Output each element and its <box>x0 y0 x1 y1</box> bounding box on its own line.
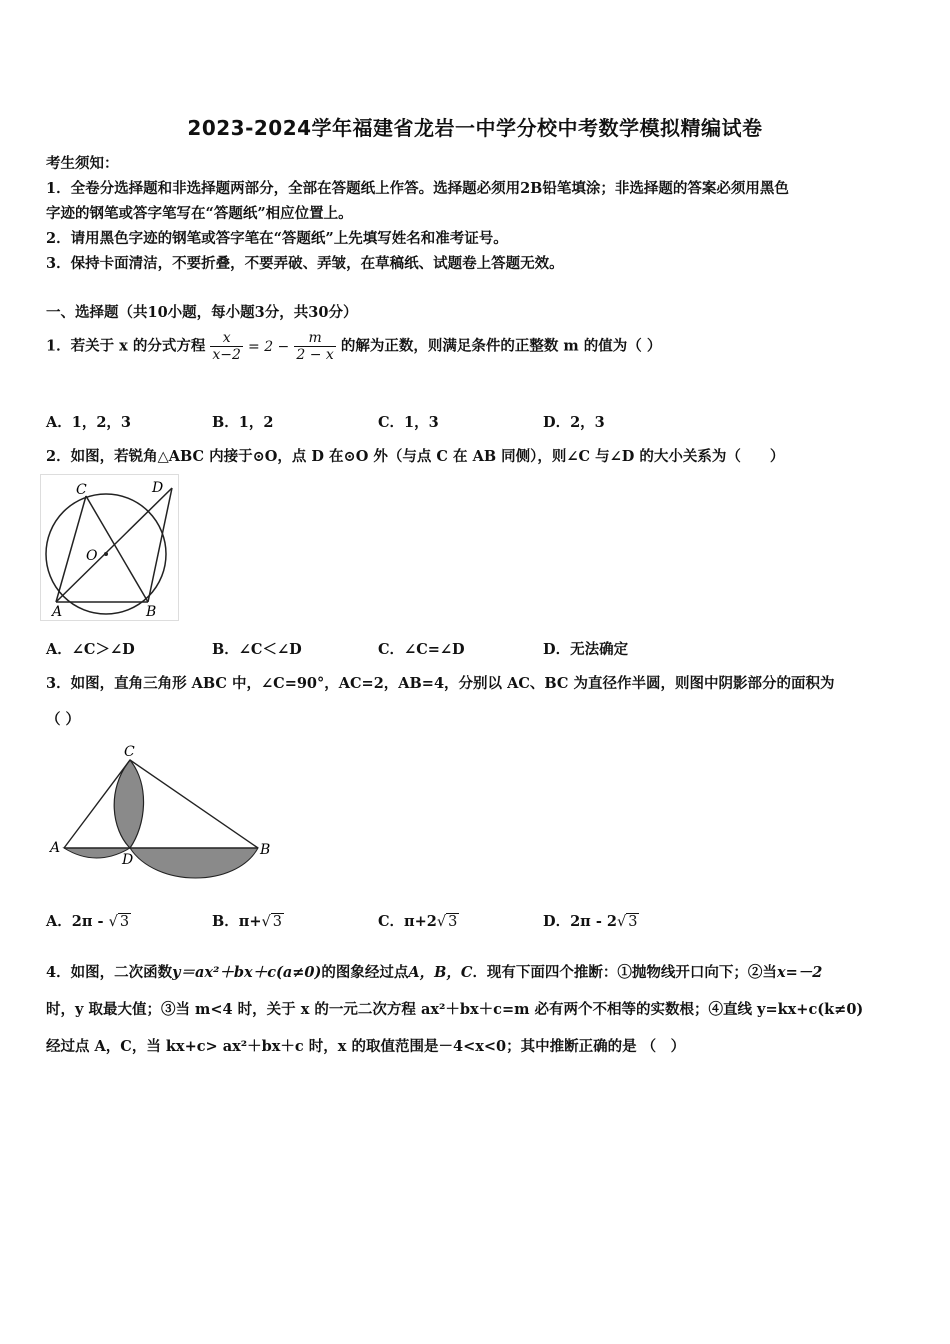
q1-option-d[interactable]: D．2，3 <box>543 414 605 431</box>
q2-option-a[interactable]: A．∠C＞∠D <box>46 641 135 658</box>
question-4: 4．如图，二次函数y＝ax²＋bx＋c(a≠0)的图象经过点A，B，C．现有下面四个推断：①抛物线开口向下；②当x=－2 <box>46 964 823 981</box>
segment-bd <box>148 488 172 602</box>
label-d: D <box>152 480 164 496</box>
question-1 <box>46 330 661 363</box>
q1-fraction-2: $\frac{m}{2 - x}$ <box>296 330 334 363</box>
notice-heading: 考生须知： <box>46 155 119 172</box>
q3-option-b[interactable]: B．π+√ 3 <box>212 913 283 930</box>
q4-condition: x=－2 <box>776 964 823 981</box>
q3-option-c[interactable]: C．π+2√ 3 <box>378 913 458 930</box>
question-3: 3．如图，直角三角形 ABC 中，∠C=90°，AC=2，AB=4，分别以 AC、BC 为直径作半圆，则图中阴影部分的面积为 <box>46 675 835 692</box>
notice-item-1: 1．全卷分选择题和非选择题两部分，全部在答题纸上作答。选择题必须用2B铅笔填涂；非选择题的答案必须用黑色 <box>46 180 789 197</box>
segment-cb <box>130 760 258 848</box>
q2-option-c[interactable]: C．∠C=∠D <box>378 641 465 658</box>
shade-lens <box>114 760 143 848</box>
label-c: C <box>124 744 135 760</box>
center-point <box>104 552 108 556</box>
q2-option-d[interactable]: D．无法确定 <box>543 641 629 658</box>
q1-fraction-1: $\frac{x}{x-2}$ <box>212 330 241 363</box>
notice-item-3: 3．保持卡面清洁，不要折叠，不要弄破、弄皱，在草稿纸、试题卷上答题无效。 <box>46 255 564 272</box>
circle-figure <box>40 474 180 622</box>
q1-equals: = 2 − <box>248 338 290 355</box>
label-b: B <box>260 842 271 858</box>
label-a: A <box>52 604 63 620</box>
label-b: B <box>146 604 157 620</box>
q4-function: y＝ax²＋bx＋c(a≠0) <box>172 964 322 981</box>
section-heading: 一、选择题（共10小题，每小题3分，共30分） <box>46 304 358 321</box>
q1-option-b[interactable]: B．1，2 <box>212 414 274 431</box>
segment-ad <box>56 488 172 602</box>
shade-left <box>64 848 130 858</box>
q1-prefix: 1．若关于 x 的分式方程 <box>46 337 206 355</box>
label-o: O <box>86 548 98 564</box>
q1-option-a[interactable]: A．1，2，3 <box>46 414 132 431</box>
q4-points: A，B，C <box>408 964 473 981</box>
question-4-cont: 时，y 取最大值；③当 m<4 时，关于 x 的一元二次方程 ax²＋bx＋c=m 必有两个不相等的实数根；④直线 y=kx+c(k≠0) <box>46 1001 864 1018</box>
q1-option-c[interactable]: C．1，3 <box>378 414 439 431</box>
q3-option-a[interactable]: A．2π - √ 3 <box>46 913 130 930</box>
question-2: 2．如图，若锐角△ABC 内接于⊙O，点 D 在⊙O 外（与点 C 在 AB 同侧），则∠C 与∠D 的大小关系为（ ） <box>46 448 785 465</box>
triangle-figure <box>46 740 286 888</box>
notice-item-1-cont: 字迹的钢笔或答字笔写在“答题纸”相应位置上。 <box>46 205 353 222</box>
label-a: A <box>50 840 61 856</box>
question-3-cont: （ ） <box>46 711 81 728</box>
page-title: 2023-2024学年福建省龙岩一中学分校中考数学模拟精编试卷 <box>187 116 763 140</box>
q2-option-b[interactable]: B．∠C＜∠D <box>212 641 302 658</box>
label-c: C <box>76 482 87 498</box>
shade-right <box>130 848 258 878</box>
q3-option-d[interactable]: D．2π - 2√ 3 <box>543 913 638 930</box>
segment-ac <box>56 496 86 602</box>
q1-suffix: 的解为正数，则满足条件的正整数 m 的值为（ ） <box>340 337 662 355</box>
notice-item-2: 2．请用黑色字迹的钢笔或答字笔在“答题纸”上先填写姓名和准考证号。 <box>46 230 508 247</box>
label-d: D <box>122 852 134 868</box>
question-4-cont-2: 经过点 A，C，当 kx+c> ax²＋bx＋c 时，x 的取值范围是－4<x<0；其中推断正确的是 （ ） <box>46 1038 686 1055</box>
